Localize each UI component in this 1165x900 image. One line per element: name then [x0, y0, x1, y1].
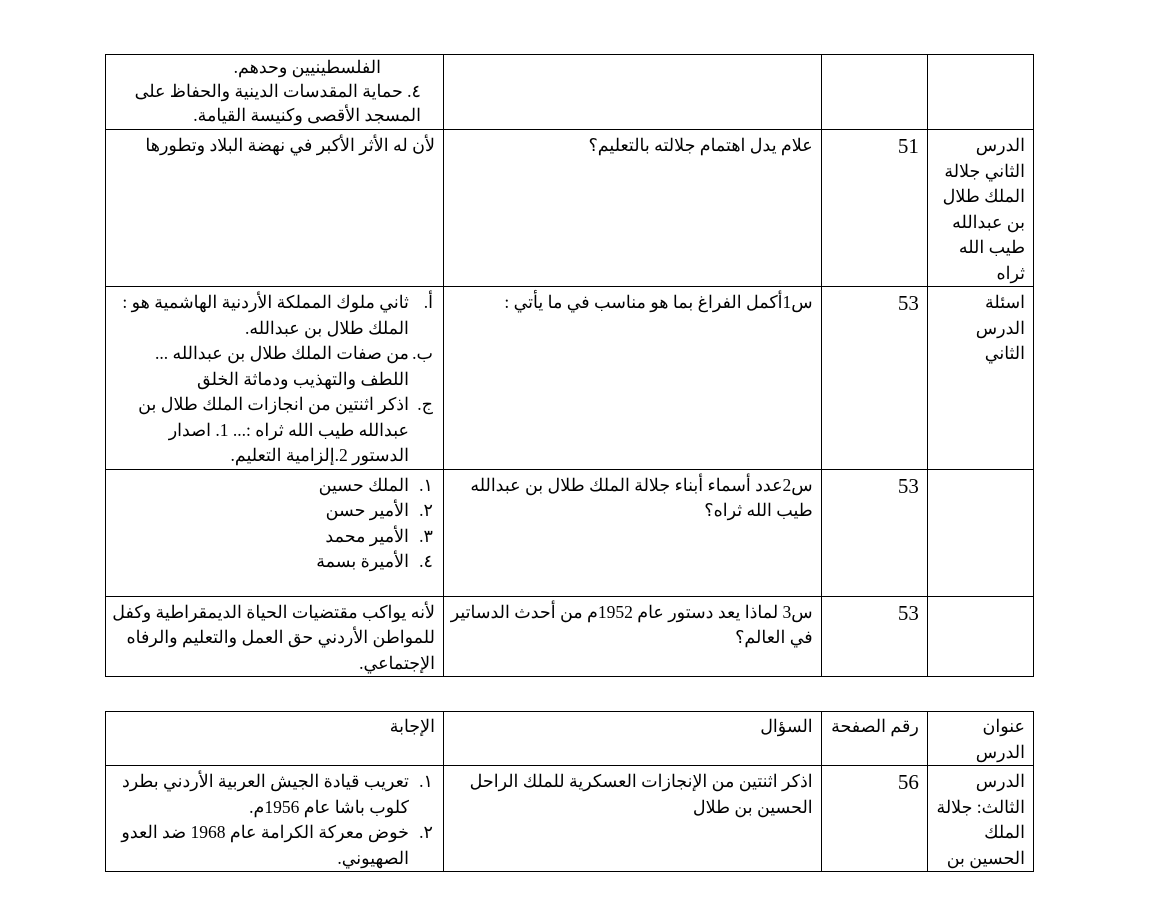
page-number-cell: 53 — [821, 287, 927, 470]
item-marker: أ. — [423, 292, 433, 312]
item-text: خوض معركة الكرامة عام 1968 ضد العدو الصهيوني. — [121, 822, 409, 868]
answer-cell — [106, 287, 444, 470]
item-marker: ٢. — [419, 822, 433, 842]
item-text: الأمير محمد — [325, 525, 409, 546]
item-marker: ١. — [419, 771, 433, 791]
item-text: من صفات الملك طلال بن عبدالله ... اللطف والتهذيب ودماثة الخلق — [154, 343, 409, 389]
answer-item — [112, 549, 433, 575]
header-question: السؤال — [443, 712, 821, 766]
table-header-row — [106, 712, 1034, 766]
lesson-title-cell — [927, 55, 1033, 130]
item-text: اذكر اثنتين من انجازات الملك طلال بن عبدالله طيب الله ثراه :... 1. اصدار الدستور 2.إلزامية التعليم. — [138, 394, 409, 465]
item-text: الأمير حسن — [325, 500, 409, 520]
item-text: ثاني ملوك المملكة الأردنية الهاشمية هو : الملك طلال بن عبدالله. — [122, 292, 409, 338]
table-row — [106, 287, 1034, 470]
answer-item — [112, 290, 433, 341]
lesson-title-cell — [927, 596, 1033, 677]
lesson-title-cell: الدرس الثاني جلالة الملك طلال بن عبدالله طيب الله ثراه — [927, 130, 1033, 287]
item-marker: ٣. — [419, 525, 433, 546]
item-text: الملك حسين — [318, 474, 409, 495]
answer-line: الفلسطينيين وحدهم. — [233, 57, 381, 77]
item-marker: ٤. — [419, 551, 433, 571]
question-cell — [443, 55, 821, 130]
table-row — [106, 596, 1034, 677]
answer-item — [112, 769, 433, 820]
page-number-cell: 53 — [821, 469, 927, 596]
answer-cell — [106, 55, 444, 130]
table-row — [106, 766, 1034, 872]
answer-cell — [106, 469, 444, 596]
lessons-table-2 — [105, 711, 1034, 872]
page-number-cell — [821, 55, 927, 130]
lesson-title-cell: اسئلة الدرس الثاني — [927, 287, 1033, 470]
answer-item — [112, 473, 433, 499]
page-number-cell: 56 — [821, 766, 927, 872]
header-lesson-title: عنوان الدرس — [927, 712, 1033, 766]
lesson-title-cell: الدرس الثالث: جلالة الملك الحسين بن — [927, 766, 1033, 872]
lessons-table-1 — [105, 54, 1034, 677]
answer-item — [112, 341, 433, 392]
page-number-cell: 53 — [821, 596, 927, 677]
item-text: الأميرة بسمة — [316, 551, 409, 571]
answer-line: ٤. حماية المقدسات الدينية والحفاظ على — [134, 81, 421, 101]
answer-item — [112, 524, 433, 550]
answer-item — [112, 498, 433, 524]
answer-item — [112, 392, 433, 469]
question-cell: س1أكمل الفراغ بما هو مناسب في ما يأتي : — [443, 287, 821, 470]
answer-line: المسجد الأقصى وكنيسة القيامة. — [193, 105, 421, 125]
table-row — [106, 55, 1034, 130]
question-cell: علام يدل اهتمام جلالته بالتعليم؟ — [443, 130, 821, 287]
item-marker: ٢. — [419, 500, 433, 520]
question-cell: س3 لماذا يعد دستور عام 1952م من أحدث الدساتير في العالم؟ — [443, 596, 821, 677]
question-cell: س2عدد أسماء أبناء جلالة الملك طلال بن عبدالله طيب الله ثراه؟ — [443, 469, 821, 596]
answer-item — [112, 820, 433, 871]
item-marker: ب. — [412, 343, 433, 363]
answer-cell: لأنه يواكب مقتضيات الحياة الديمقراطية وكفل للمواطن الأردني حق العمل والتعليم والرفاه الإجتماعي. — [106, 596, 444, 677]
header-page-number: رقم الصفحة — [821, 712, 927, 766]
item-marker: ١. — [419, 474, 433, 495]
lesson-title-cell — [927, 469, 1033, 596]
header-answer: الإجابة — [106, 712, 444, 766]
page-number-cell: 51 — [821, 130, 927, 287]
answer-cell — [106, 766, 444, 872]
question-cell: اذكر اثنتين من الإنجازات العسكرية للملك الراحل الحسين بن طلال — [443, 766, 821, 872]
item-text: تعريب قيادة الجيش العربية الأردني بطرد كلوب باشا عام 1956م. — [121, 771, 409, 817]
table-row — [106, 469, 1034, 596]
item-marker: ج. — [417, 394, 433, 414]
table-row — [106, 130, 1034, 287]
answer-cell: لأن له الأثر الأكبر في نهضة البلاد وتطورها — [106, 130, 444, 287]
